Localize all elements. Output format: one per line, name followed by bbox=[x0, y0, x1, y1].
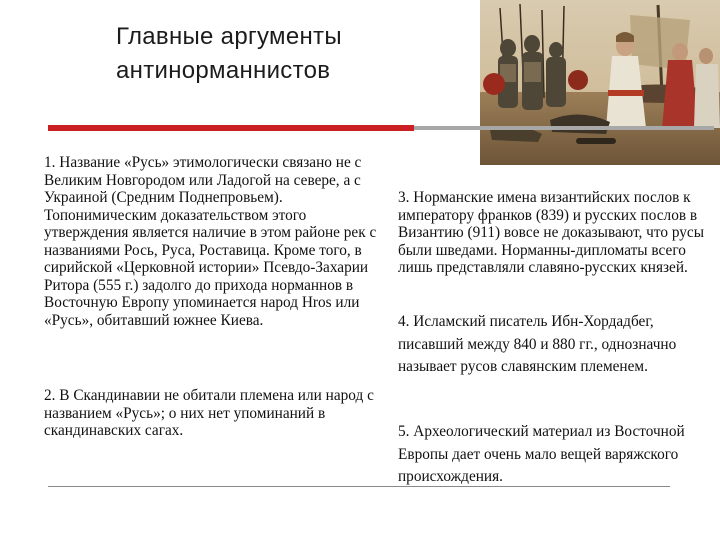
bottom-divider bbox=[48, 486, 670, 487]
argument-2: 2. В Скандинавии не обитали племена или народ с названием «Русь»; о них нет упоминаний в скандинавских сагах. bbox=[44, 387, 374, 439]
argument-3: 3. Норманские имена византийских послов к императору франков (839) и русских послов в Византию (911) вовсе не доказывают, что русы были шведами. Норманны-дипломаты всего лишь представляли славяно-русских князей. bbox=[398, 189, 704, 276]
historical-painting bbox=[480, 0, 720, 165]
title-underline-gray bbox=[414, 126, 714, 130]
argument-5: 5. Археологический материал из Восточной Европы дает очень мало вещей варяжского происхождения. bbox=[398, 423, 685, 485]
title-line-1: Главные аргументы bbox=[116, 23, 342, 50]
argument-4: 4. Исламский писатель Ибн-Хордадбег, писавший между 840 и 880 гг., однозначно называет русов славянским племенем. bbox=[398, 313, 677, 375]
slide-title bbox=[116, 20, 446, 88]
painting-illustration bbox=[480, 0, 720, 165]
title-line-2: антинорманнистов bbox=[116, 57, 331, 84]
title-underline-red bbox=[48, 125, 414, 131]
argument-1: 1. Название «Русь» этимологически связано не с Великим Новгородом или Ладогой на севере, а с Украиной (Средним Поднепровьем). Топонимическим доказательством этого утверждения является наличие в этом районе рек с названиями Рось, Руса, Роставица. Кроме того, в сирийской «Церковной истории» Псевдо-Захарии Ритора (555 г.) задолго до прихода норманнов в Восточную Европу упоминается народ Hros или «Русь», обитавший южнее Киева. bbox=[44, 154, 377, 329]
